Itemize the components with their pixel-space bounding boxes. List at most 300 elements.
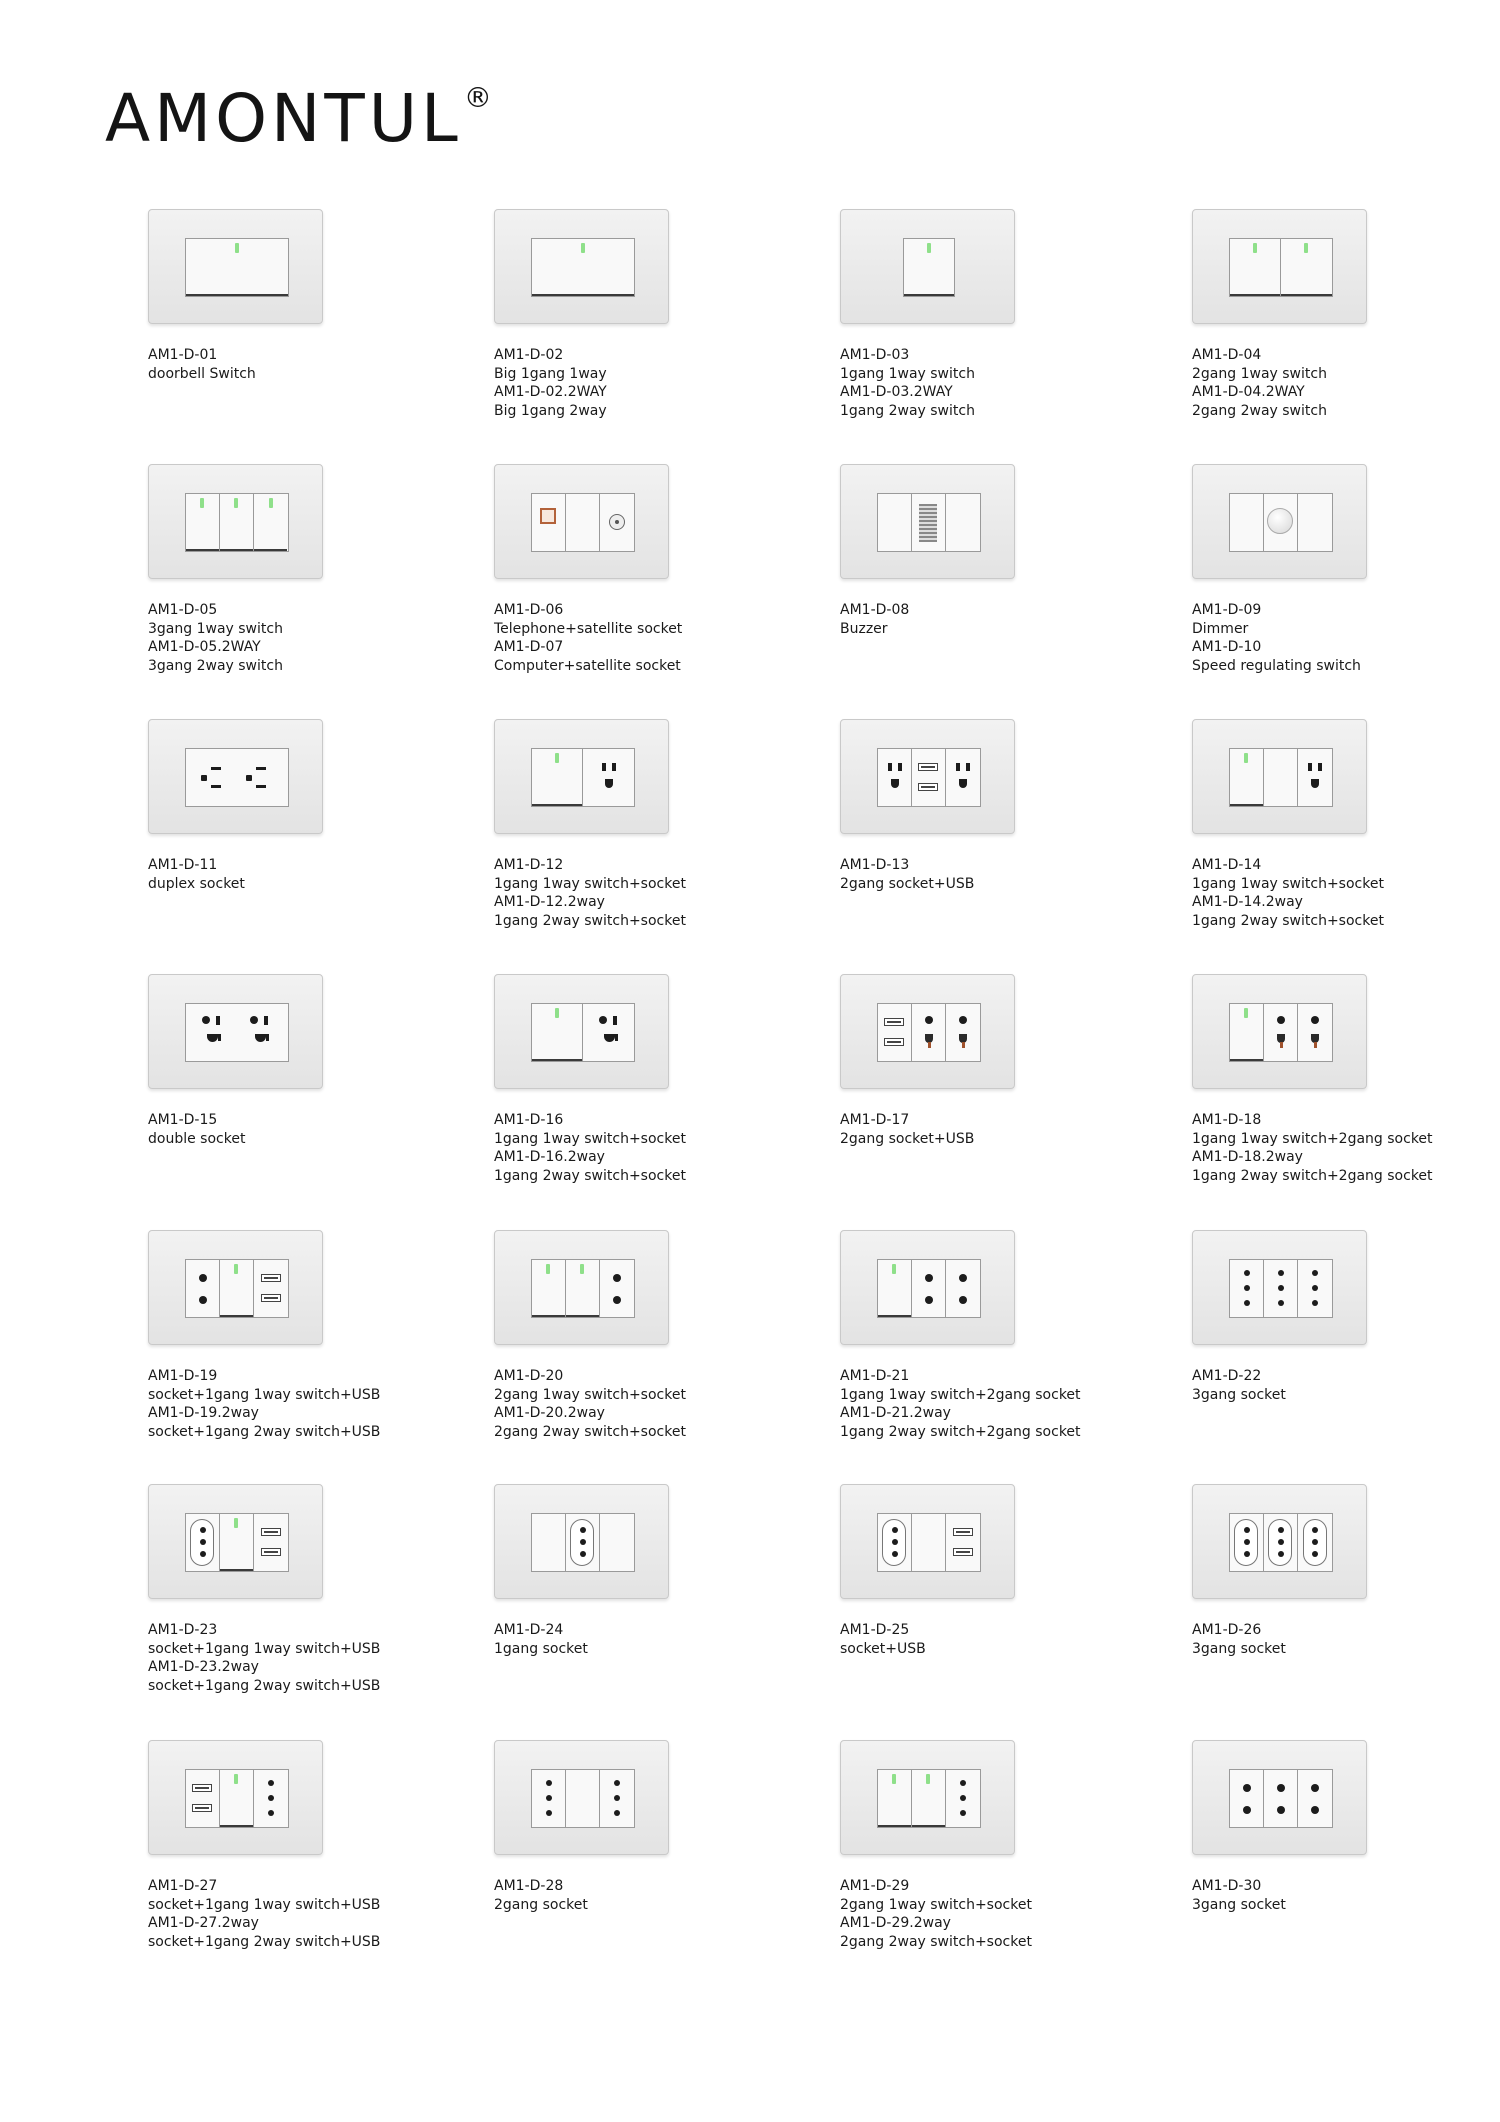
europlug-outlet — [186, 1514, 219, 1571]
model-number: AM1-D-08 — [840, 602, 910, 618]
rocker-switch[interactable] — [532, 239, 634, 296]
usb-port-icon — [261, 1528, 281, 1536]
round-pin-outlet — [599, 1260, 633, 1317]
wall-plate — [494, 1484, 669, 1599]
outlet-hole-icon — [925, 1274, 933, 1282]
rocker-switch[interactable] — [878, 1770, 911, 1827]
product-description: 3gang socket — [1192, 1640, 1286, 1657]
product-label — [148, 346, 256, 383]
product-label — [840, 1367, 1081, 1441]
wall-plate — [494, 1740, 669, 1855]
outlet-hole-icon — [268, 1795, 274, 1801]
telephone-jack — [532, 494, 565, 551]
indicator-led-icon — [926, 1774, 930, 1784]
outlet-slot-icon — [211, 767, 221, 770]
product-label — [1192, 1621, 1286, 1658]
wall-plate — [148, 719, 323, 834]
outlet-slot-icon — [264, 1016, 268, 1025]
wall-plate — [1192, 1484, 1367, 1599]
model-number: AM1-D-18.2way — [1192, 1149, 1303, 1165]
outlet-slot-icon — [966, 763, 970, 771]
product-description: 1gang socket — [494, 1640, 588, 1657]
outlet-hole-icon — [1277, 1784, 1285, 1792]
rj-port-icon — [540, 508, 556, 524]
product-description: 3gang socket — [1192, 1896, 1286, 1913]
product-label — [494, 346, 607, 420]
model-number: AM1-D-24 — [494, 1622, 564, 1638]
model-number: AM1-D-27 — [148, 1878, 218, 1894]
universal-outlet — [945, 1004, 979, 1061]
model-number: AM1-D-17 — [840, 1112, 910, 1128]
outlet-hole-icon — [959, 1016, 967, 1024]
model-number: AM1-D-03 — [840, 347, 910, 363]
outlet-slot-icon — [256, 785, 266, 788]
module-frame — [185, 1003, 289, 1062]
product-label — [494, 601, 682, 675]
american-outlet — [945, 749, 979, 806]
europlug-outlet — [1230, 1514, 1263, 1571]
product-description: 3gang 1way switch — [148, 620, 283, 637]
outlet-hole-icon — [614, 1780, 620, 1786]
rocker-switch[interactable] — [904, 239, 954, 296]
outlet-hole-icon — [613, 1296, 621, 1304]
italian-outlet — [253, 1770, 287, 1827]
indicator-led-icon — [235, 243, 239, 253]
product-description: 2gang 2way switch — [1192, 402, 1327, 419]
indicator-led-icon — [927, 243, 931, 253]
model-number: AM1-D-10 — [1192, 639, 1262, 655]
ground-hole-icon — [1311, 779, 1319, 788]
product-description: 2gang socket — [494, 1896, 588, 1913]
model-number: AM1-D-20.2way — [494, 1405, 605, 1421]
product-description: 1gang 2way switch+socket — [1192, 912, 1384, 929]
outlet-hole-icon — [1312, 1300, 1318, 1306]
product-description: 2gang 1way switch+socket — [494, 1386, 686, 1403]
model-number: AM1-D-13 — [840, 857, 910, 873]
usb-port-icon — [261, 1274, 281, 1282]
module-frame — [1229, 1003, 1333, 1062]
product-description: 2gang socket+USB — [840, 1130, 975, 1147]
model-number: AM1-D-02 — [494, 347, 564, 363]
product-label — [148, 1111, 245, 1148]
rocker-switch[interactable] — [1230, 749, 1263, 806]
indicator-led-icon — [892, 1774, 896, 1784]
outlet-slot-icon — [615, 1034, 618, 1041]
ground-hole-icon — [959, 779, 967, 788]
rocker-switch[interactable] — [911, 1770, 945, 1827]
usb-port-icon — [192, 1804, 212, 1812]
coax-port-icon — [609, 514, 625, 530]
model-number: AM1-D-09 — [1192, 602, 1262, 618]
indicator-led-icon — [555, 1008, 559, 1018]
american-outlet — [582, 749, 634, 806]
rocker-switch[interactable] — [532, 749, 583, 806]
italian-outlet — [1230, 1260, 1263, 1317]
rocker-switch[interactable] — [1230, 1004, 1263, 1061]
outlet-slot-icon — [266, 1034, 269, 1041]
product-label — [494, 1621, 588, 1658]
model-number: AM1-D-21.2way — [840, 1405, 951, 1421]
usb-module — [878, 1004, 911, 1061]
rocker-switch[interactable] — [219, 1514, 253, 1571]
outlet-hole-icon — [925, 1296, 933, 1304]
indicator-led-icon — [234, 1774, 238, 1784]
model-number: AM1-D-27.2way — [148, 1915, 259, 1931]
module-frame — [185, 493, 289, 552]
usb-port-icon — [884, 1018, 904, 1026]
module-frame — [877, 1769, 981, 1828]
blank-module — [911, 1514, 945, 1571]
rocker-switch[interactable] — [565, 1260, 599, 1317]
outlet-slot-icon — [211, 785, 221, 788]
outlet-hole-icon — [959, 1296, 967, 1304]
outlet-hole-icon — [546, 1810, 552, 1816]
outlet-slot-icon — [613, 1016, 617, 1025]
module-frame — [531, 238, 635, 297]
wall-plate — [840, 974, 1015, 1089]
outlet-slot-icon — [1318, 763, 1322, 771]
brand-name: AMONTUL — [105, 80, 462, 157]
wall-plate — [840, 1740, 1015, 1855]
rocker-switch[interactable] — [219, 494, 253, 551]
model-number: AM1-D-14 — [1192, 857, 1262, 873]
product-description: Big 1gang 2way — [494, 402, 607, 419]
module-frame — [903, 238, 955, 297]
product-label — [840, 346, 975, 420]
product-description: 1gang 2way switch+2gang socket — [1192, 1167, 1433, 1184]
outlet-slot-icon — [201, 775, 207, 781]
outlet-hole-icon — [1278, 1300, 1284, 1306]
outlet-hole-icon — [960, 1810, 966, 1816]
wall-plate — [494, 974, 669, 1089]
module-frame — [531, 1513, 635, 1572]
outlet-hole-icon — [1278, 1270, 1284, 1276]
product-description: Telephone+satellite socket — [494, 620, 683, 637]
usb-module — [186, 1770, 219, 1827]
model-number: AM1-D-23 — [148, 1622, 218, 1638]
universal-outlet — [1297, 1004, 1331, 1061]
outlet-hole-icon — [268, 1810, 274, 1816]
rocker-switch[interactable] — [219, 1770, 253, 1827]
wall-plate — [494, 1230, 669, 1345]
product-label — [494, 1877, 588, 1914]
product-description: Dimmer — [1192, 620, 1249, 637]
model-number: AM1-D-21 — [840, 1368, 910, 1384]
module-frame — [1229, 238, 1333, 297]
product-description: 1gang 2way switch+socket — [494, 912, 686, 929]
outlet-hole-icon — [599, 1016, 607, 1024]
rocker-switch[interactable] — [1280, 239, 1332, 296]
product-label — [840, 1111, 974, 1148]
blank-module — [565, 494, 599, 551]
outlet-hole-icon — [1311, 1784, 1319, 1792]
outlet-slot-icon — [216, 1016, 220, 1025]
product-description: 1gang 1way switch+2gang socket — [840, 1386, 1081, 1403]
model-number: AM1-D-29.2way — [840, 1915, 951, 1931]
indicator-led-icon — [546, 1264, 550, 1274]
blank-module — [565, 1770, 599, 1827]
product-description: doorbell Switch — [148, 365, 256, 382]
outlet-hole-icon — [1244, 1539, 1250, 1545]
registered-mark: ® — [463, 81, 492, 114]
italian-outlet — [532, 1770, 565, 1827]
product-description: 2gang 2way switch+socket — [494, 1423, 686, 1440]
indicator-led-icon — [200, 498, 204, 508]
model-number: AM1-D-04.2WAY — [1192, 384, 1305, 400]
model-number: AM1-D-20 — [494, 1368, 564, 1384]
module-frame — [531, 493, 635, 552]
product-description: 1gang 1way switch+2gang socket — [1192, 1130, 1433, 1147]
ground-hole-icon — [891, 779, 899, 788]
module-frame — [877, 1513, 981, 1572]
model-number: AM1-D-26 — [1192, 1622, 1262, 1638]
outlet-hole-icon — [1311, 1016, 1319, 1024]
wall-plate — [494, 719, 669, 834]
product-label — [1192, 601, 1361, 675]
module-frame — [531, 1259, 635, 1318]
wall-plate — [1192, 974, 1367, 1089]
indicator-led-icon — [234, 1518, 238, 1528]
product-description: 1gang 2way switch+socket — [494, 1167, 686, 1184]
product-label — [494, 1367, 686, 1441]
indicator-led-icon — [1244, 753, 1248, 763]
wall-plate — [494, 209, 669, 324]
usb-module — [253, 1514, 287, 1571]
wall-plate — [148, 974, 323, 1089]
product-description: 1gang 1way switch+socket — [494, 1130, 686, 1147]
product-description: double socket — [148, 1130, 246, 1147]
rocker-switch[interactable] — [532, 1260, 565, 1317]
rocker-switch[interactable] — [219, 1260, 253, 1317]
outlet-hole-icon — [1244, 1285, 1250, 1291]
product-description: 2gang 1way switch — [1192, 365, 1327, 382]
product-description: socket+1gang 2way switch+USB — [148, 1933, 381, 1950]
indicator-led-icon — [234, 1264, 238, 1274]
ground-hole-icon — [604, 1034, 615, 1042]
outlet-hole-icon — [546, 1795, 552, 1801]
blank-module — [1230, 494, 1263, 551]
outlet-hole-icon — [959, 1274, 967, 1282]
model-number: AM1-D-22 — [1192, 1368, 1262, 1384]
outlet-pin-icon — [928, 1042, 931, 1048]
module-frame — [1229, 1513, 1333, 1572]
usb-port-icon — [953, 1528, 973, 1536]
wall-plate — [148, 1740, 323, 1855]
indicator-led-icon — [892, 1264, 896, 1274]
round-pin-outlet — [1230, 1770, 1263, 1827]
round-pin-outlet — [186, 1260, 219, 1317]
indicator-led-icon — [234, 498, 238, 508]
product-description: 1gang 1way switch+socket — [494, 875, 686, 892]
product-description: 3gang socket — [1192, 1386, 1286, 1403]
product-description: socket+USB — [840, 1640, 926, 1657]
outlet-hole-icon — [1277, 1016, 1285, 1024]
outlet-hole-icon — [1244, 1527, 1250, 1533]
model-number: AM1-D-05.2WAY — [148, 639, 261, 655]
model-number: AM1-D-14.2way — [1192, 894, 1303, 910]
wall-plate — [494, 464, 669, 579]
outlet-hole-icon — [960, 1780, 966, 1786]
wall-plate — [1192, 464, 1367, 579]
universal-outlet — [582, 1004, 634, 1061]
product-description: duplex socket — [148, 875, 245, 892]
usb-port-icon — [261, 1548, 281, 1556]
outlet-slot-icon — [612, 763, 616, 771]
rocker-switch[interactable] — [186, 239, 288, 296]
product-description: Big 1gang 1way — [494, 365, 607, 382]
model-number: AM1-D-19.2way — [148, 1405, 259, 1421]
outlet-hole-icon — [200, 1551, 206, 1557]
usb-module — [945, 1514, 979, 1571]
module-frame — [1229, 493, 1333, 552]
outlet-hole-icon — [925, 1016, 933, 1024]
product-label — [840, 856, 974, 893]
outlet-hole-icon — [1244, 1270, 1250, 1276]
ground-hole-icon — [255, 1034, 266, 1042]
buzzer-module — [911, 494, 945, 551]
universal-outlet — [1263, 1004, 1297, 1061]
outlet-hole-icon — [1243, 1784, 1251, 1792]
universal-outlet — [186, 1004, 288, 1061]
rocker-switch[interactable] — [186, 494, 219, 551]
blank-module — [1297, 494, 1331, 551]
product-label — [494, 1111, 686, 1185]
outlet-hole-icon — [268, 1780, 274, 1786]
outlet-hole-icon — [1312, 1270, 1318, 1276]
product-description: 2gang 2way switch+socket — [840, 1933, 1032, 1950]
module-frame — [1229, 748, 1333, 807]
wall-plate — [840, 464, 1015, 579]
model-number: AM1-D-28 — [494, 1878, 564, 1894]
duplex-outlet — [186, 749, 288, 806]
module-frame — [877, 748, 981, 807]
usb-port-icon — [918, 763, 938, 771]
wall-plate — [1192, 1740, 1367, 1855]
model-number: AM1-D-04 — [1192, 347, 1262, 363]
outlet-hole-icon — [614, 1795, 620, 1801]
product-label — [148, 856, 245, 893]
outlet-hole-icon — [200, 1527, 206, 1533]
europlug-outlet — [878, 1514, 911, 1571]
american-outlet — [1297, 749, 1331, 806]
module-frame — [185, 1513, 289, 1572]
rocker-switch[interactable] — [532, 1004, 583, 1061]
module-frame — [185, 1259, 289, 1318]
outlet-hole-icon — [199, 1274, 207, 1282]
outlet-pin-icon — [1280, 1042, 1283, 1048]
outlet-pin-icon — [962, 1042, 965, 1048]
module-frame — [1229, 1259, 1333, 1318]
usb-port-icon — [192, 1784, 212, 1792]
round-pin-outlet — [945, 1260, 979, 1317]
outlet-slot-icon — [256, 767, 266, 770]
outlet-hole-icon — [614, 1810, 620, 1816]
rocker-switch[interactable] — [253, 494, 287, 551]
outlet-slot-icon — [956, 763, 960, 771]
italian-outlet — [945, 1770, 979, 1827]
model-number: AM1-D-12.2way — [494, 894, 605, 910]
usb-port-icon — [884, 1038, 904, 1046]
outlet-pin-icon — [1314, 1042, 1317, 1048]
module-frame — [185, 748, 289, 807]
rocker-switch[interactable] — [878, 1260, 911, 1317]
universal-outlet — [911, 1004, 945, 1061]
american-outlet — [878, 749, 911, 806]
indicator-led-icon — [580, 1264, 584, 1274]
product-description: socket+1gang 1way switch+USB — [148, 1386, 381, 1403]
wall-plate — [148, 1230, 323, 1345]
product-description: socket+1gang 2way switch+USB — [148, 1677, 381, 1694]
product-label — [1192, 346, 1327, 420]
outlet-hole-icon — [202, 1016, 210, 1024]
product-description: socket+1gang 1way switch+USB — [148, 1640, 381, 1657]
europlug-outlet — [565, 1514, 599, 1571]
indicator-led-icon — [1244, 1008, 1248, 1018]
module-frame — [1229, 1769, 1333, 1828]
outlet-hole-icon — [1278, 1285, 1284, 1291]
wall-plate — [148, 1484, 323, 1599]
wall-plate — [1192, 719, 1367, 834]
outlet-hole-icon — [1311, 1806, 1319, 1814]
wall-plate — [840, 1484, 1015, 1599]
model-number: AM1-D-19 — [148, 1368, 218, 1384]
blank-module — [1263, 749, 1297, 806]
outlet-hole-icon — [892, 1539, 898, 1545]
module-frame — [877, 1003, 981, 1062]
rocker-switch[interactable] — [1230, 239, 1281, 296]
round-pin-outlet — [911, 1260, 945, 1317]
wall-plate — [1192, 1230, 1367, 1345]
ground-hole-icon — [207, 1034, 218, 1042]
outlet-slot-icon — [602, 763, 606, 771]
model-number: AM1-D-03.2WAY — [840, 384, 953, 400]
model-number: AM1-D-23.2way — [148, 1659, 259, 1675]
usb-port-icon — [918, 783, 938, 791]
product-label — [148, 1621, 380, 1695]
indicator-led-icon — [581, 243, 585, 253]
dimmer-module[interactable] — [1263, 494, 1297, 551]
product-label — [1192, 1877, 1286, 1914]
outlet-hole-icon — [1244, 1300, 1250, 1306]
product-description: 2gang socket+USB — [840, 875, 975, 892]
brand-logo — [105, 80, 492, 157]
outlet-hole-icon — [892, 1527, 898, 1533]
product-label — [1192, 1367, 1286, 1404]
product-description: 1gang 1way switch — [840, 365, 975, 382]
model-number: AM1-D-07 — [494, 639, 564, 655]
model-number: AM1-D-11 — [148, 857, 218, 873]
blank-module — [599, 1514, 633, 1571]
module-frame — [185, 238, 289, 297]
italian-outlet — [599, 1770, 633, 1827]
model-number: AM1-D-16 — [494, 1112, 564, 1128]
outlet-hole-icon — [199, 1296, 207, 1304]
blank-module — [532, 1514, 565, 1571]
model-number: AM1-D-05 — [148, 602, 218, 618]
product-description: Computer+satellite socket — [494, 657, 681, 674]
product-description: 2gang 1way switch+socket — [840, 1896, 1032, 1913]
europlug-outlet — [1263, 1514, 1297, 1571]
indicator-led-icon — [269, 498, 273, 508]
wall-plate — [840, 209, 1015, 324]
product-description: Speed regulating switch — [1192, 657, 1361, 674]
model-number: AM1-D-12 — [494, 857, 564, 873]
round-pin-outlet — [1297, 1770, 1331, 1827]
product-label — [148, 1367, 380, 1441]
outlet-slot-icon — [898, 763, 902, 771]
blank-module — [945, 494, 979, 551]
model-number: AM1-D-01 — [148, 347, 218, 363]
